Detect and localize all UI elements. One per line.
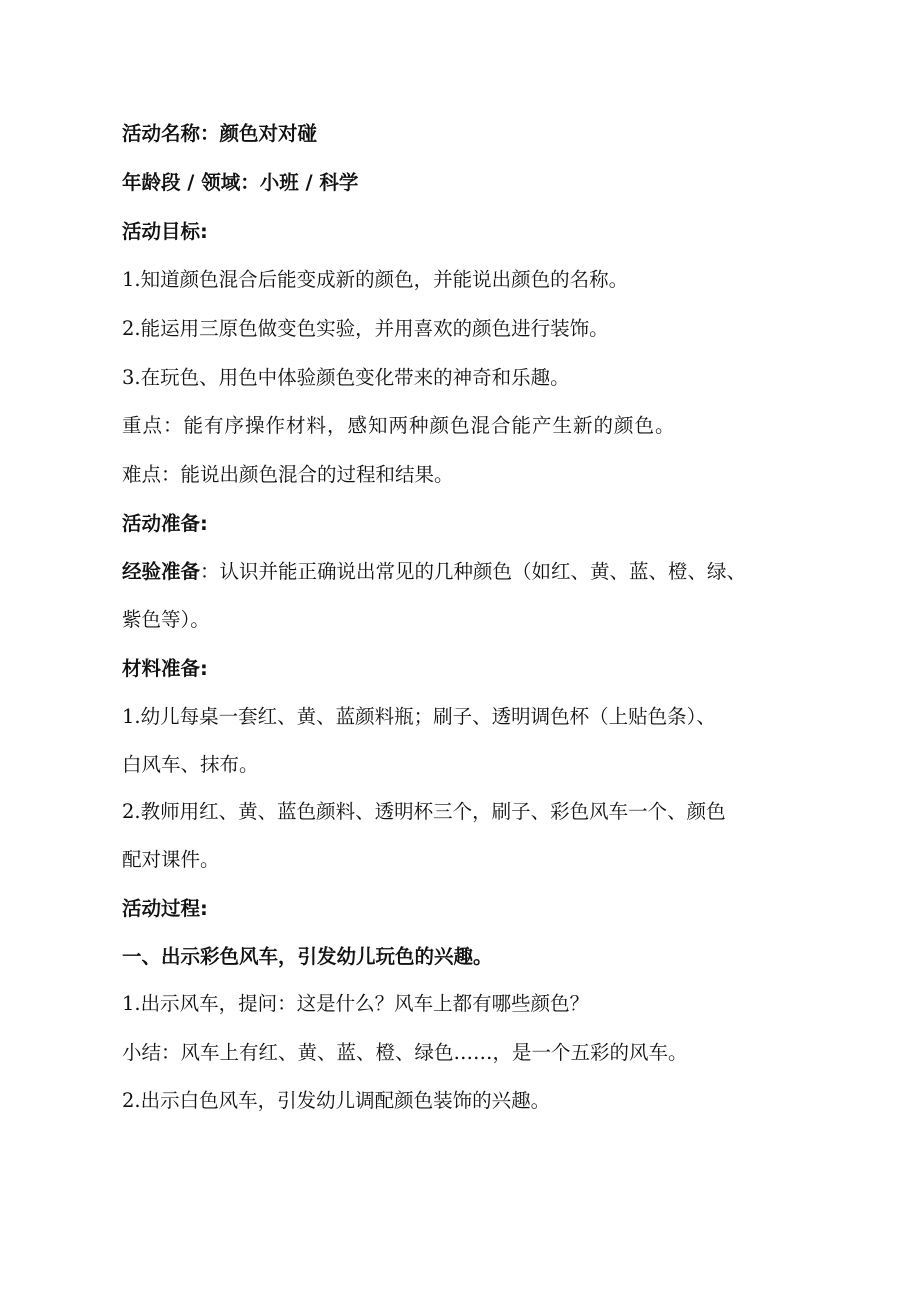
goals-heading: 活动目标:	[122, 220, 208, 243]
section-1-title: 一、出示彩色风车，引发幼儿玩色的兴趣。	[122, 945, 493, 968]
experience-prep-continued: 紫色等）。	[122, 608, 210, 631]
process-summary-1: 小结：风车上有红、黄、蓝、橙、绿色……，是一个五彩的风车。	[122, 1041, 688, 1064]
material-item-1-continued: 白风车、抹布。	[122, 753, 259, 776]
experience-prep-text: ：认识并能正确说出常见的几种颜色（如红、黄、蓝、橙、绿、	[200, 560, 747, 583]
process-step-2: 2.出示白色风车，引发幼儿调配颜色装饰的兴趣。	[122, 1089, 551, 1112]
experience-prep-label: 经验准备	[122, 560, 201, 583]
process-step-1: 1.出示风车，提问：这是什么？风车上都有哪些颜色？	[122, 992, 590, 1015]
age-domain	[122, 170, 358, 196]
difficulty-point: 难点：能说出颜色混合的过程和结果。	[122, 463, 454, 486]
key-point: 重点：能有序操作材料，感知两种颜色混合能产生新的颜色。	[122, 414, 676, 437]
material-item-2-continued: 配对课件。	[122, 848, 220, 871]
goal-item-2: 2.能运用三原色做变色实验，并用喜欢的颜色进行装饰。	[122, 317, 609, 340]
material-heading: 材料准备:	[122, 657, 208, 680]
activity-name-value: 颜色对对碰	[219, 122, 318, 145]
activity-name	[122, 121, 317, 147]
preparation-heading: 活动准备:	[122, 512, 208, 535]
age-domain-value: 小班 / 科学	[259, 171, 359, 194]
experience-prep	[122, 559, 746, 585]
goal-item-1: 1.知道颜色混合后能变成新的颜色，并能说出颜色的名称。	[122, 268, 629, 291]
process-heading: 活动过程:	[122, 897, 208, 920]
activity-name-label: 活动名称：	[122, 122, 220, 145]
age-domain-label: 年龄段 / 领域：	[122, 171, 260, 194]
material-item-1: 1.幼儿每桌一套红、黄、蓝颜料瓶；刷子、透明调色杯（上贴色条）、	[122, 705, 716, 728]
material-item-2: 2.教师用红、黄、蓝色颜料、透明杯三个，刷子、彩色风车一个、颜色	[122, 800, 726, 823]
goal-item-3: 3.在玩色、用色中体验颜色变化带来的神奇和乐趣。	[122, 366, 570, 389]
